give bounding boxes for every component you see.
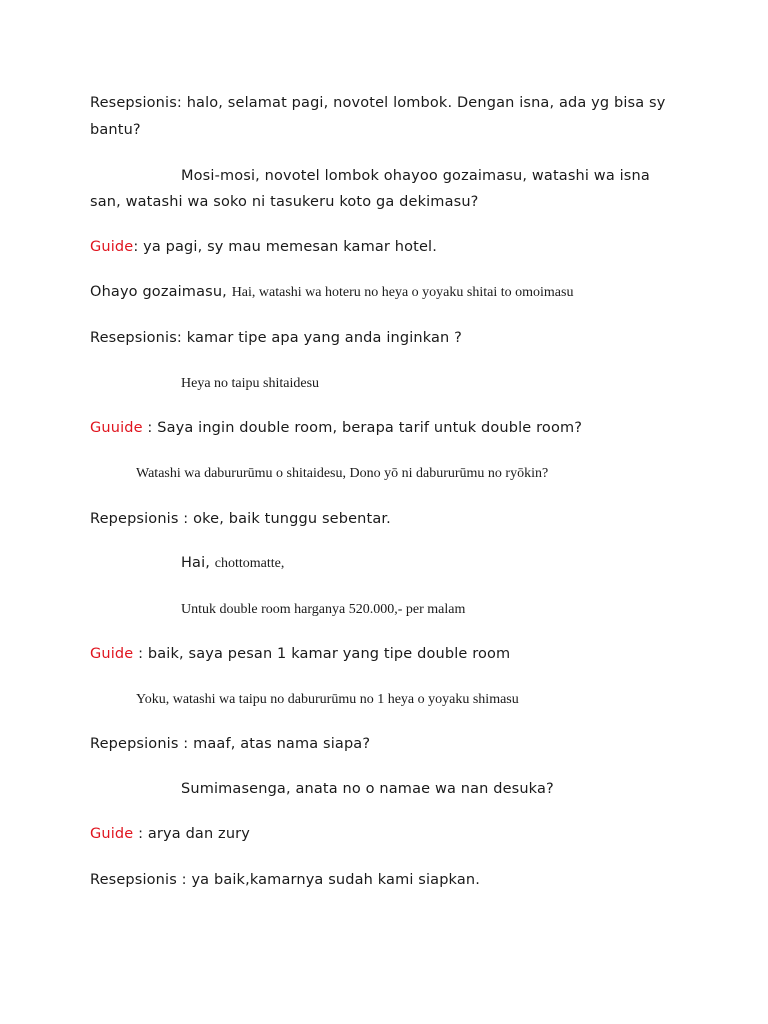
line-text: Sumimasenga, anata no o namae wa nan desuka? [181,781,554,797]
translation-text: Untuk double room harganya 520.000,- per malam [181,602,466,617]
line-text: : Saya ingin double room, berapa tarif untuk double room? [142,420,583,436]
dialogue-line [181,780,554,798]
translation-text: Watashi wa dabururūmu o shitaidesu, Dono yō ni dabururūmu no ryōkin? [136,466,549,481]
line-text: san, watashi wa soko ni tasukeru koto ga dekimasu? [90,194,479,210]
line-text: : ya pagi, sy mau memesan kamar hotel. [133,239,437,255]
dialogue-line [90,94,665,112]
dialogue-line [90,645,510,663]
dialogue-line [90,283,573,302]
dialogue-line [181,167,650,185]
line-text: bantu? [90,122,141,138]
translation-text: Hai, watashi wa hoteru no heya o yoyaku shitai to omoimasu [231,285,574,300]
dialogue-line [90,419,582,437]
dialogue-line [90,121,141,139]
dialogue-line [90,510,391,528]
dialogue-line [136,690,519,709]
dialogue-line [90,193,479,211]
line-text: Repepsionis : oke, baik tunggu sebentar. [90,511,391,527]
dialogue-line [181,554,284,573]
speaker-label: Guide [90,826,134,842]
translation-text: Heya no taipu shitaidesu [181,376,320,391]
dialogue-line [90,329,462,347]
line-text: Ohayo gozaimasu, [90,284,232,300]
line-text: Resepsionis: kamar tipe apa yang anda inginkan ? [90,330,462,346]
dialogue-line [90,238,437,256]
line-text: Repepsionis : maaf, atas nama siapa? [90,736,371,752]
dialogue-line [90,825,250,843]
dialogue-line [181,600,465,619]
dialogue-line [90,735,370,753]
line-text: : baik, saya pesan 1 kamar yang tipe double room [133,646,511,662]
line-text: : arya dan zury [133,826,251,842]
dialogue-line [90,871,480,889]
line-text: Hai, [181,555,215,571]
speaker-label: Guide [90,646,134,662]
line-text: Mosi-mosi, novotel lombok ohayoo gozaimasu, watashi wa isna [181,168,650,184]
dialogue-line [181,374,319,393]
speaker-label: Guuide [90,420,143,436]
speaker-label: Guide [90,239,134,255]
dialogue-line [136,464,548,483]
translation-text: Yoku, watashi wa taipu no dabururūmu no 1 heya o yoyaku shimasu [136,692,519,707]
line-text: Resepsionis : ya baik,kamarnya sudah kami siapkan. [90,872,480,888]
line-text: Resepsionis: halo, selamat pagi, novotel lombok. Dengan isna, ada yg bisa sy [90,95,666,111]
translation-text: chottomatte, [214,556,285,571]
